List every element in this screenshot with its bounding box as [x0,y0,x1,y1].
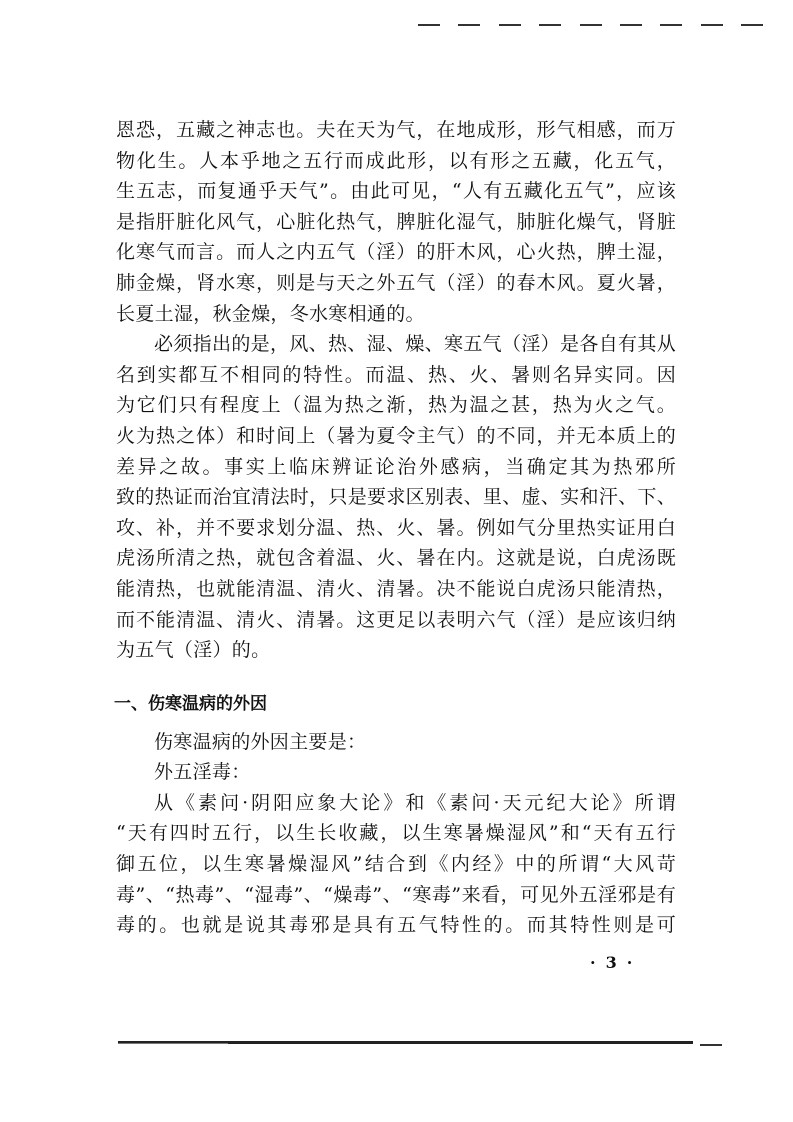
text-line: 恩恐，五藏之神志也。夫在天为气，在地成形，形气相感，而万 [116,119,676,141]
dash [499,24,521,26]
text-line: 肺金燥，肾水寒，则是与天之外五气（淫）的春木风。夏火暑， [116,271,676,294]
dash [580,24,602,26]
paragraph-4: 外五淫毒： [154,761,251,784]
paragraph-3: 伤寒温病的外因主要是： [154,730,367,753]
dash [539,24,561,26]
text-line: 名到实都互不相同的特性。而温、热、火、暑则名异实同。因 [116,363,676,386]
paragraph-1 [116,115,676,329]
text-line: 必须指出的是，风、热、湿、燥、寒五气（淫）是各自有其从 [154,333,676,356]
page-body [116,115,676,941]
dash [418,24,440,26]
spacer [116,666,676,689]
dash [741,24,763,26]
text-line: 为它们只有程度上（温为热之渐，热为温之甚，热为火之气。 [116,394,676,417]
text-line: 毒”、“热毒”、“湿毒”、“燥毒”、“寒毒”来看，可见外五淫邪是有 [116,883,676,906]
text-line: 御五位，以生寒暑燥湿风”结合到《内经》中的所谓“大风苛 [116,853,676,876]
text-line: 物化生。人本乎地之五行而成此形，以有形之五藏，化五气， [116,149,676,172]
bottom-edge-dash [700,1044,722,1046]
text-line: 致的热证而治宜清法时，只是要求区别表、里、虚、实和汗、下、 [116,486,676,509]
text-line: 虎汤所清之热，就包含着温、火、暑在内。这就是说，白虎汤既 [116,547,676,570]
paragraph-5 [116,788,676,941]
text-line: 长夏土湿，秋金燥，冬水寒相通的。 [116,302,425,325]
text-line: “天有四时五行，以生长收藏，以生寒暑燥湿风”和“天有五行 [116,822,676,845]
dash [620,24,642,26]
dash [701,24,723,26]
section-heading: 一、伤寒温病的外因 [114,693,267,714]
text-line: 而不能清温、清火、清暑。这更足以表明六气（淫）是应该归纳 [116,608,676,631]
text-line: 是指肝脏化风气，心脏化热气，脾脏化湿气，肺脏化燥气，肾脏 [116,210,676,233]
text-line: 为五气（淫）的。 [116,639,271,662]
paragraph-2 [116,329,676,666]
text-line: 火为热之体）和时间上（暑为夏令主气）的不同，并无本质上的 [116,424,676,447]
text-line: 毒的。也就是说其毒邪是具有五气特性的。而其特性则是可 [116,914,676,937]
text-line: 生五志，而复通乎天气”。由此可见，“人有五藏化五气”，应该 [116,180,676,203]
bottom-rule-fade [118,1043,228,1044]
text-line: 从《素问·阴阳应象大论》和《素问·天元纪大论》所谓 [154,791,676,814]
text-line: 差异之故。事实上临床辨证论治外感病，当确定其为热邪所 [116,455,676,478]
page-number: ·3· [590,953,643,972]
text-line: 化寒气而言。而人之内五气（淫）的肝木风，心火热，脾土湿， [116,241,676,264]
text-line: 能清热，也就能清温、清火、清暑。决不能说白虎汤只能清热， [116,577,676,600]
dash [458,24,480,26]
text-line: 攻、补，并不要求划分温、热、火、暑。例如气分里热实证用白 [116,516,676,539]
top-edge-dashes [418,24,763,28]
dash [660,24,682,26]
